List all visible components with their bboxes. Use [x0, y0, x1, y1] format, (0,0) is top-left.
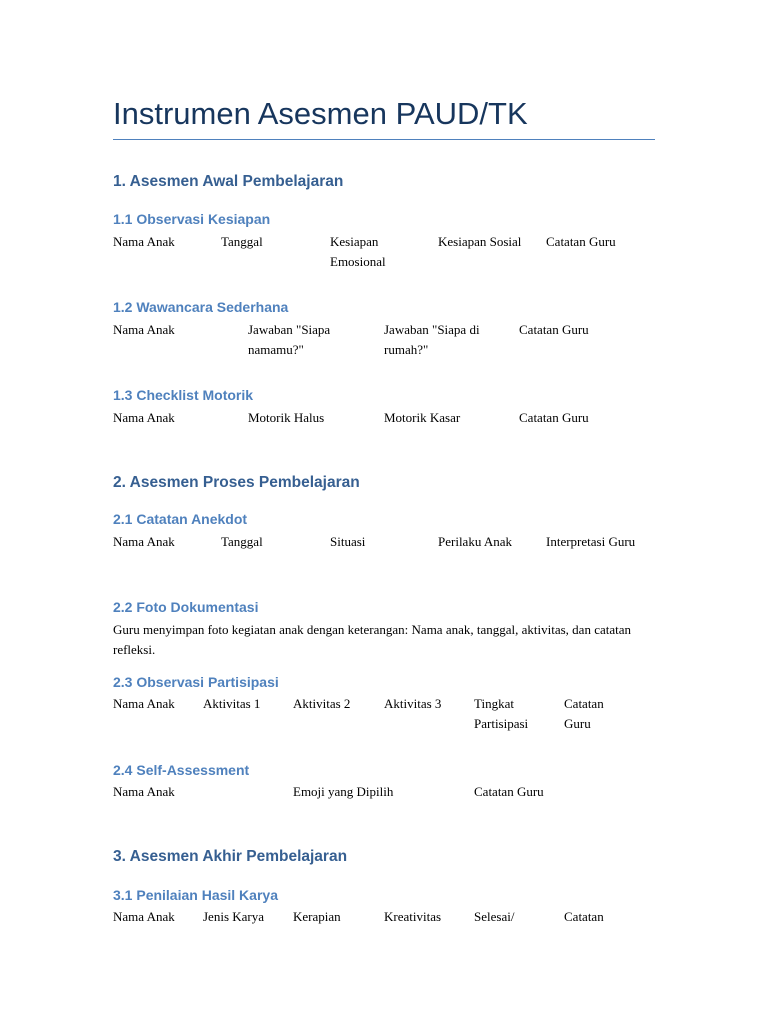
column-header: Nama Anak: [113, 696, 175, 711]
column-header: Catatan Guru: [519, 410, 589, 425]
section-heading-2: 2. Asesmen Proses Pembelajaran: [113, 474, 360, 491]
table-header-row-1-2: [113, 320, 655, 360]
column-header: Catatan Guru: [564, 696, 604, 731]
document-title: Instrumen Asesmen PAUD/TK: [113, 96, 528, 131]
table-header-row-2-3: [113, 694, 655, 734]
column-header: Nama Anak: [113, 534, 175, 549]
column-header: Nama Anak: [113, 410, 175, 425]
subsection-heading-1-1: 1.1 Observasi Kesiapan: [113, 211, 271, 227]
table-header-row-1-1: [113, 232, 655, 272]
column-header: Catatan Guru: [474, 784, 544, 799]
column-header: Motorik Halus: [248, 410, 325, 425]
column-header: Aktivitas 3: [384, 696, 442, 711]
column-header: Interpretasi Guru: [546, 534, 636, 549]
column-header: Aktivitas 2: [293, 696, 351, 711]
column-header: Catatan: [564, 909, 604, 924]
column-header: Perilaku Anak: [438, 534, 513, 549]
column-header: Kesiapan Sosial: [438, 234, 522, 249]
column-header: Nama Anak: [113, 909, 175, 924]
subsection-heading-2-3: 2.3 Observasi Partisipasi: [113, 674, 279, 690]
column-header: Tanggal: [221, 234, 263, 249]
section-heading-1: 1. Asesmen Awal Pembelajaran: [113, 173, 344, 190]
column-header: Jawaban "Siapa namamu?": [248, 322, 331, 357]
table-header-row-2-4: [113, 782, 655, 822]
subsection-heading-2-1: 2.1 Catatan Anekdot: [113, 511, 248, 527]
column-header: Emoji yang Dipilih: [293, 784, 394, 799]
table-header-row-1-3: [113, 408, 655, 448]
column-header: Jawaban "Siapa di rumah?": [384, 322, 480, 357]
table-header-row-2-1: [113, 532, 655, 572]
column-header: Tanggal: [221, 534, 263, 549]
column-header: Situasi: [330, 534, 366, 549]
column-header: Aktivitas 1: [203, 696, 261, 711]
column-header: Nama Anak: [113, 234, 175, 249]
column-header: Catatan Guru: [519, 322, 589, 337]
subsection-heading-1-2: 1.2 Wawancara Sederhana: [113, 299, 289, 315]
column-header: Catatan Guru: [546, 234, 616, 249]
column-header: Kreativitas: [384, 909, 442, 924]
column-header: Nama Anak: [113, 322, 175, 337]
column-header: Motorik Kasar: [384, 410, 461, 425]
column-header: Kesiapan Emosional: [330, 234, 386, 269]
subsection-heading-3-1: 3.1 Penilaian Hasil Karya: [113, 887, 278, 903]
section-heading-3: 3. Asesmen Akhir Pembelajaran: [113, 848, 348, 865]
column-header: Kerapian: [293, 909, 341, 924]
column-header: Jenis Karya: [203, 909, 265, 924]
column-header: Nama Anak: [113, 784, 175, 799]
column-header: Selesai/: [474, 909, 515, 924]
title-underline: [113, 139, 655, 140]
table-header-row-3-1: [113, 907, 655, 947]
column-header: Tingkat Partisipasi: [474, 696, 529, 731]
subsection-heading-2-2: 2.2 Foto Dokumentasi: [113, 599, 259, 615]
paragraph-foto-dokumentasi: Guru menyimpan foto kegiatan anak dengan keterangan: Nama anak, tanggal, aktivitas, dan catatan refleksi.: [113, 622, 631, 657]
subsection-heading-1-3: 1.3 Checklist Motorik: [113, 387, 254, 403]
subsection-heading-2-4: 2.4 Self-Assessment: [113, 762, 250, 778]
